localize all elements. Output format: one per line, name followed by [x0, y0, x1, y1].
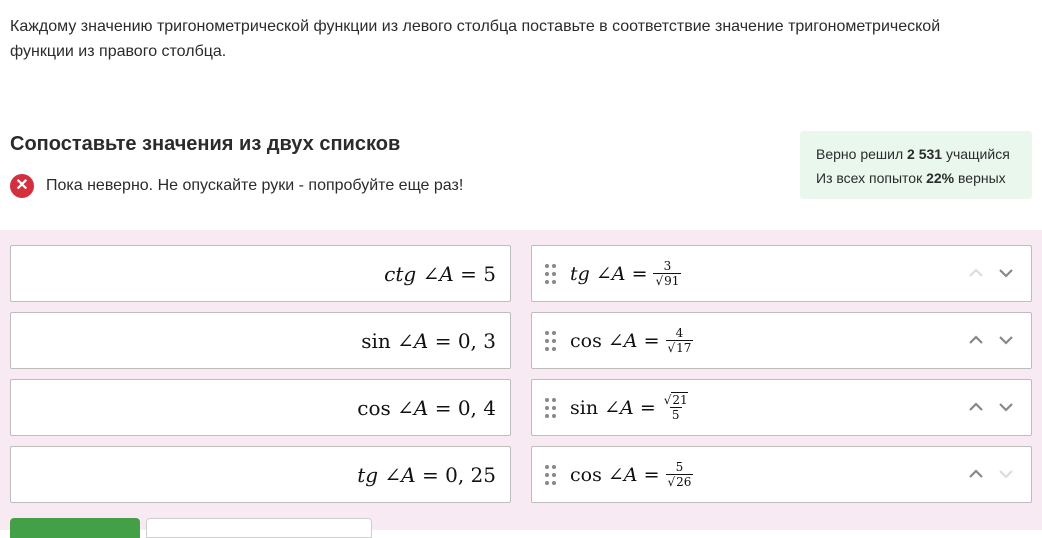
left-item-3: [10, 379, 511, 436]
left-formula: [357, 447, 496, 502]
numerator: 4: [675, 326, 684, 340]
status-text: Пока неверно. Не опускайте руки - попробуйте еще раз!: [46, 177, 464, 194]
task-instruction: Каждому значению тригонометрической функции из левого столбца поставьте в соответствие значение тригонометрической функции из правого столбца.: [10, 18, 941, 60]
fraction: [666, 460, 694, 489]
sqrt-sign: √: [667, 341, 676, 355]
fn-name: ctg: [384, 261, 417, 286]
secondary-button[interactable]: [146, 518, 372, 538]
right-item-3[interactable]: [531, 379, 1032, 436]
reorder-controls: [967, 264, 1015, 282]
denominator: [666, 340, 694, 355]
left-item-1: [10, 245, 511, 302]
equals: =: [434, 395, 452, 420]
right-item-2[interactable]: [531, 312, 1032, 369]
right-formula: [570, 246, 681, 301]
drag-handle-icon[interactable]: [545, 264, 557, 284]
stats-percent-line: [816, 166, 1032, 190]
stats-solved-prefix: Верно решил: [816, 146, 904, 162]
radicand: 21: [672, 393, 688, 407]
chevron-up-icon[interactable]: [967, 264, 985, 282]
angle: ∠A: [384, 462, 416, 487]
chevron-down-icon[interactable]: [997, 331, 1015, 349]
angle: ∠A: [397, 328, 429, 353]
equals: =: [434, 328, 452, 353]
equals: =: [643, 329, 660, 352]
value: 5: [483, 261, 496, 286]
chevron-up-icon[interactable]: [967, 465, 985, 483]
denominator: [666, 474, 694, 489]
chevron-up-icon[interactable]: [967, 398, 985, 416]
status-message: [10, 174, 463, 198]
sqrt-sign: √: [663, 393, 672, 407]
right-formula: [570, 313, 693, 368]
fn-name: sin: [361, 328, 391, 353]
left-formula: [357, 380, 496, 435]
stats-solved-count: 2 531: [907, 146, 943, 162]
drag-handle-icon[interactable]: [545, 465, 557, 485]
drag-handle-icon[interactable]: [545, 398, 557, 418]
stats-solved-line: [816, 142, 1032, 166]
angle: ∠A: [595, 262, 626, 285]
drag-handle-icon[interactable]: [545, 331, 557, 351]
chevron-down-icon[interactable]: [997, 465, 1015, 483]
fn-name: sin: [570, 396, 599, 419]
left-item-4: [10, 446, 511, 503]
angle: ∠A: [397, 395, 429, 420]
value: 0, 25: [445, 462, 496, 487]
angle: ∠A: [604, 396, 634, 419]
right-item-1[interactable]: [531, 245, 1032, 302]
fraction: [662, 393, 690, 422]
left-item-2: [10, 312, 511, 369]
numerator: 3: [663, 259, 672, 273]
equals: =: [639, 396, 656, 419]
stats-solved-suffix: учащийся: [945, 146, 1010, 162]
sqrt-sign: √: [655, 274, 664, 288]
fn-name: cos: [570, 329, 602, 352]
stats-panel: [800, 131, 1032, 199]
right-formula: [570, 380, 690, 435]
angle: ∠A: [607, 463, 638, 486]
equals: =: [421, 462, 439, 487]
left-formula: [384, 246, 496, 301]
equals: =: [643, 463, 660, 486]
angle: ∠A: [422, 261, 454, 286]
numerator: 5: [675, 460, 684, 474]
fraction: [653, 259, 681, 288]
fn-name: cos: [570, 463, 602, 486]
reorder-controls: [967, 398, 1015, 416]
sqrt-sign: √: [667, 475, 676, 489]
check-answer-button[interactable]: [10, 518, 140, 538]
equals: =: [631, 262, 648, 285]
fn-name: tg: [570, 262, 590, 285]
left-formula: [361, 313, 496, 368]
reorder-controls: [967, 465, 1015, 483]
equals: =: [460, 261, 477, 286]
radicand: 17: [676, 341, 692, 355]
chevron-down-icon[interactable]: [997, 398, 1015, 416]
denominator: 5: [671, 408, 680, 422]
value: 0, 4: [457, 395, 496, 420]
reorder-controls: [967, 331, 1015, 349]
stats-percent-prefix: Из всех попыток: [816, 170, 923, 186]
chevron-up-icon[interactable]: [967, 331, 985, 349]
angle: ∠A: [607, 329, 638, 352]
right-item-4[interactable]: [531, 446, 1032, 503]
stats-percent-value: 22%: [926, 170, 955, 186]
radicand: 91: [664, 274, 680, 288]
fn-name: cos: [357, 395, 391, 420]
radicand: 26: [676, 475, 692, 489]
chevron-down-icon[interactable]: [997, 264, 1015, 282]
right-formula: [570, 447, 693, 502]
fn-name: tg: [357, 462, 379, 487]
stats-percent-suffix: верных: [958, 170, 1006, 186]
denominator: [653, 273, 681, 288]
fraction: [666, 326, 694, 355]
value: 0, 3: [457, 328, 496, 353]
error-x-icon: ✕: [10, 174, 34, 198]
numerator: [662, 393, 690, 407]
section-title: Сопоставьте значения из двух списков: [10, 133, 401, 155]
